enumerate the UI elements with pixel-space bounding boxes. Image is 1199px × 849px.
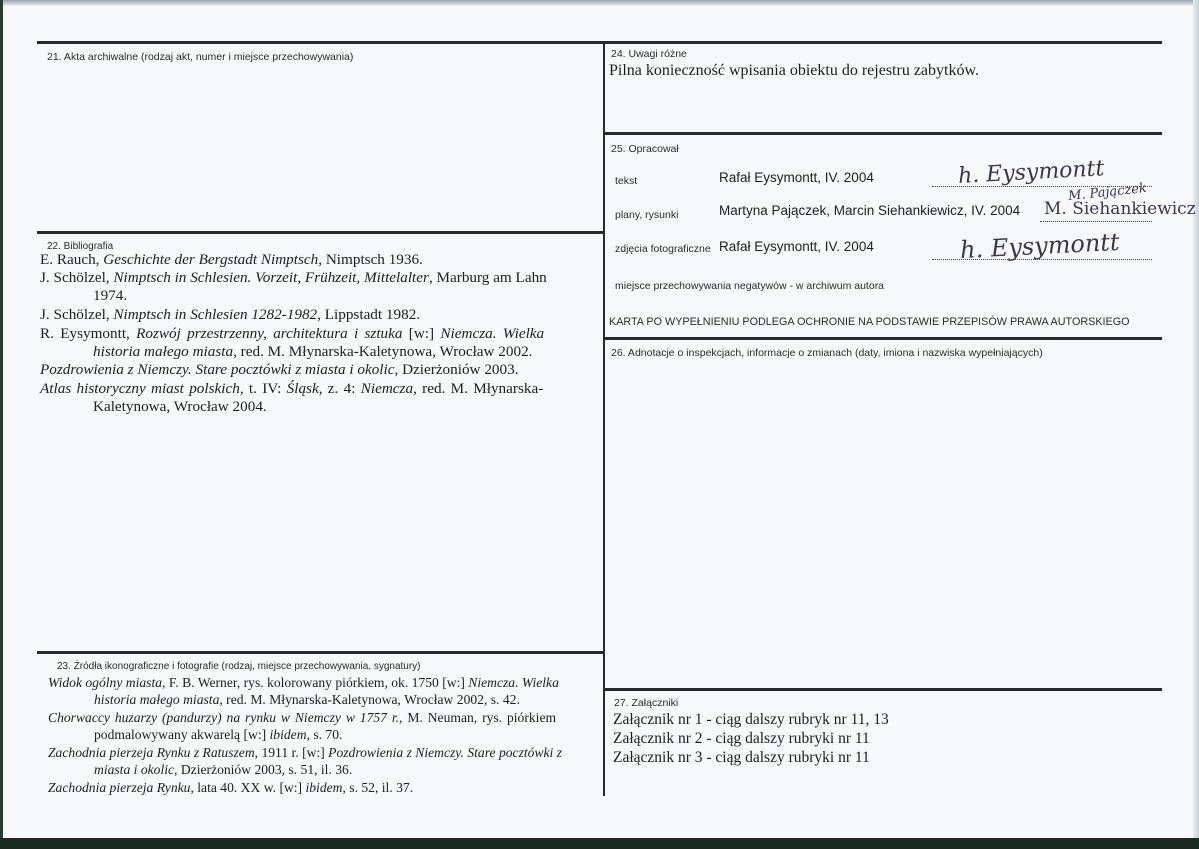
scan-edge-bottom xyxy=(0,838,1199,849)
iconography-entry-continuation: podmalowywany akwarelą [w:] ibidem, s. 70. xyxy=(94,727,343,742)
section-21-label: 21. Akta archiwalne (rodzaj akt, numer i miejsce przechowywania) xyxy=(47,51,354,63)
copyright-notice: KARTA PO WYPEŁNIENIU PODLEGA OCHRONIE NA PODSTAWIE PRZEPISÓW PRAWA AUTORSKIEGO xyxy=(609,316,1130,328)
iconography-entry: Zachodnia pierzeja Rynku, lata 40. XX w. [w:] ibidem, s. 52, il. 37. xyxy=(48,780,414,795)
divider-24-25 xyxy=(603,132,1162,135)
section-27-label: 27. Załączniki xyxy=(614,697,679,709)
iconography-entry: Chorwaccy huzarzy (pandurzy) na rynku w Niemczy w 1757 r., M. Neuman, rys. piórkiem xyxy=(48,710,557,725)
iconography-entry-continuation: miasta i okolic, Dzierżoniów 2003, s. 51, il. 36. xyxy=(94,762,353,777)
author-row-value-photos: Rafał Eysymontt, IV. 2004 xyxy=(719,239,874,254)
divider-25-26 xyxy=(603,337,1162,340)
remarks-text: Pilna konieczność wpisania obiektu do rejestru zabytków. xyxy=(609,62,979,79)
author-row-value-plans: Martyna Pajączek, Marcin Siehankiewicz, IV. 2004 xyxy=(719,203,1021,218)
bibliography-entry: Pozdrowienia z Niemczy. Stare pocztówki z miasta i okolic, Dzierżoniów 2003. xyxy=(40,361,519,378)
attachment-item: Załącznik nr 2 - ciąg dalszy rubryki nr 11 xyxy=(613,730,870,747)
section-23-label: 23. Źródła ikonograficzne i fotografie (rodzaj, miejsce przechowywania, sygnatury) xyxy=(57,661,421,672)
bibliography-entry: J. Schölzel, Nimptsch in Schlesien 1282-1982, Lippstadt 1982. xyxy=(40,306,421,323)
signature-text-author: h. Eysymontt xyxy=(957,156,1105,189)
bibliography-entry: R. Eysymontt, Rozwój przestrzenny, architektura i sztuka [w:] Niemcza. Wielka xyxy=(40,325,545,342)
bibliography-entry-continuation: 1974. xyxy=(93,287,128,304)
signature-photos: h. Eysymontt xyxy=(959,227,1121,265)
bibliography-entry-continuation: Kaletynowa, Wrocław 2004. xyxy=(93,398,267,415)
section-24-label: 24. Uwagi różne xyxy=(611,48,687,60)
top-border xyxy=(37,41,1162,44)
signature-plans-secondary: M. Pajączek xyxy=(1067,180,1148,205)
signature-line xyxy=(1040,221,1152,222)
author-row-label-plans: plany, rysunki xyxy=(615,209,679,221)
scan-edge-top xyxy=(0,0,1199,6)
divider-26-27 xyxy=(603,688,1162,691)
iconography-entry: Widok ogólny miasta, F. B. Werner, rys. kolorowany piórkiem, ok. 1750 [w:] Niemcza. Wielka xyxy=(48,675,559,690)
bibliography-entry: E. Rauch, Geschichte der Bergstadt Nimptsch, Nimptsch 1936. xyxy=(40,251,423,268)
bibliography-entry: J. Schölzel, Nimptsch in Schlesien. Vorzeit, Frühzeit, Mittelalter, Marburg am Lahn xyxy=(40,269,547,286)
bibliography-entry: Atlas historyczny miast polskich, t. IV: Śląsk, z. 4: Niemcza, red. M. Młynarska- xyxy=(40,380,544,397)
negatives-storage-note: miejsce przechowywania negatywów - w archiwum autora xyxy=(615,280,885,292)
attachment-item: Załącznik nr 3 - ciąg dalszy rubryki nr 11 xyxy=(613,749,870,766)
divider-21-22 xyxy=(37,231,604,234)
author-row-label-text: tekst xyxy=(615,175,638,187)
attachment-item: Załącznik nr 1 - ciąg dalszy rubryk nr 11, 13 xyxy=(613,711,889,728)
section-22-label: 22. Bibliografia xyxy=(47,241,114,252)
section-26-label: 26. Adnotacje o inspekcjach, informacje o zmianach (daty, imiona i nazwiska wypełniających) xyxy=(611,347,1043,359)
iconography-entry-continuation: historia małego miasta, red. M. Młynarska-Kaletynowa, Wrocław 2002, s. 42. xyxy=(94,692,520,707)
signature-plans: M. Siehankiewicz xyxy=(1044,199,1196,219)
scan-edge-left xyxy=(0,0,3,849)
iconography-entry: Zachodnia pierzeja Rynku z Ratuszem, 1911 r. [w:] Pozdrowienia z Niemczy. Stare pocztówki z xyxy=(48,745,563,760)
bibliography-entry-continuation: historia małego miasta, red. M. Młynarska-Kaletynowa, Wrocław 2002. xyxy=(93,343,533,360)
scan-edge-right xyxy=(1193,0,1199,849)
divider-22-23 xyxy=(37,651,604,654)
section-25-label: 25. Opracował xyxy=(611,143,679,155)
author-row-value-text: Rafał Eysymontt, IV. 2004 xyxy=(719,170,874,185)
column-divider xyxy=(603,41,605,796)
author-row-label-photos: zdjęcia fotograficzne xyxy=(615,243,711,255)
